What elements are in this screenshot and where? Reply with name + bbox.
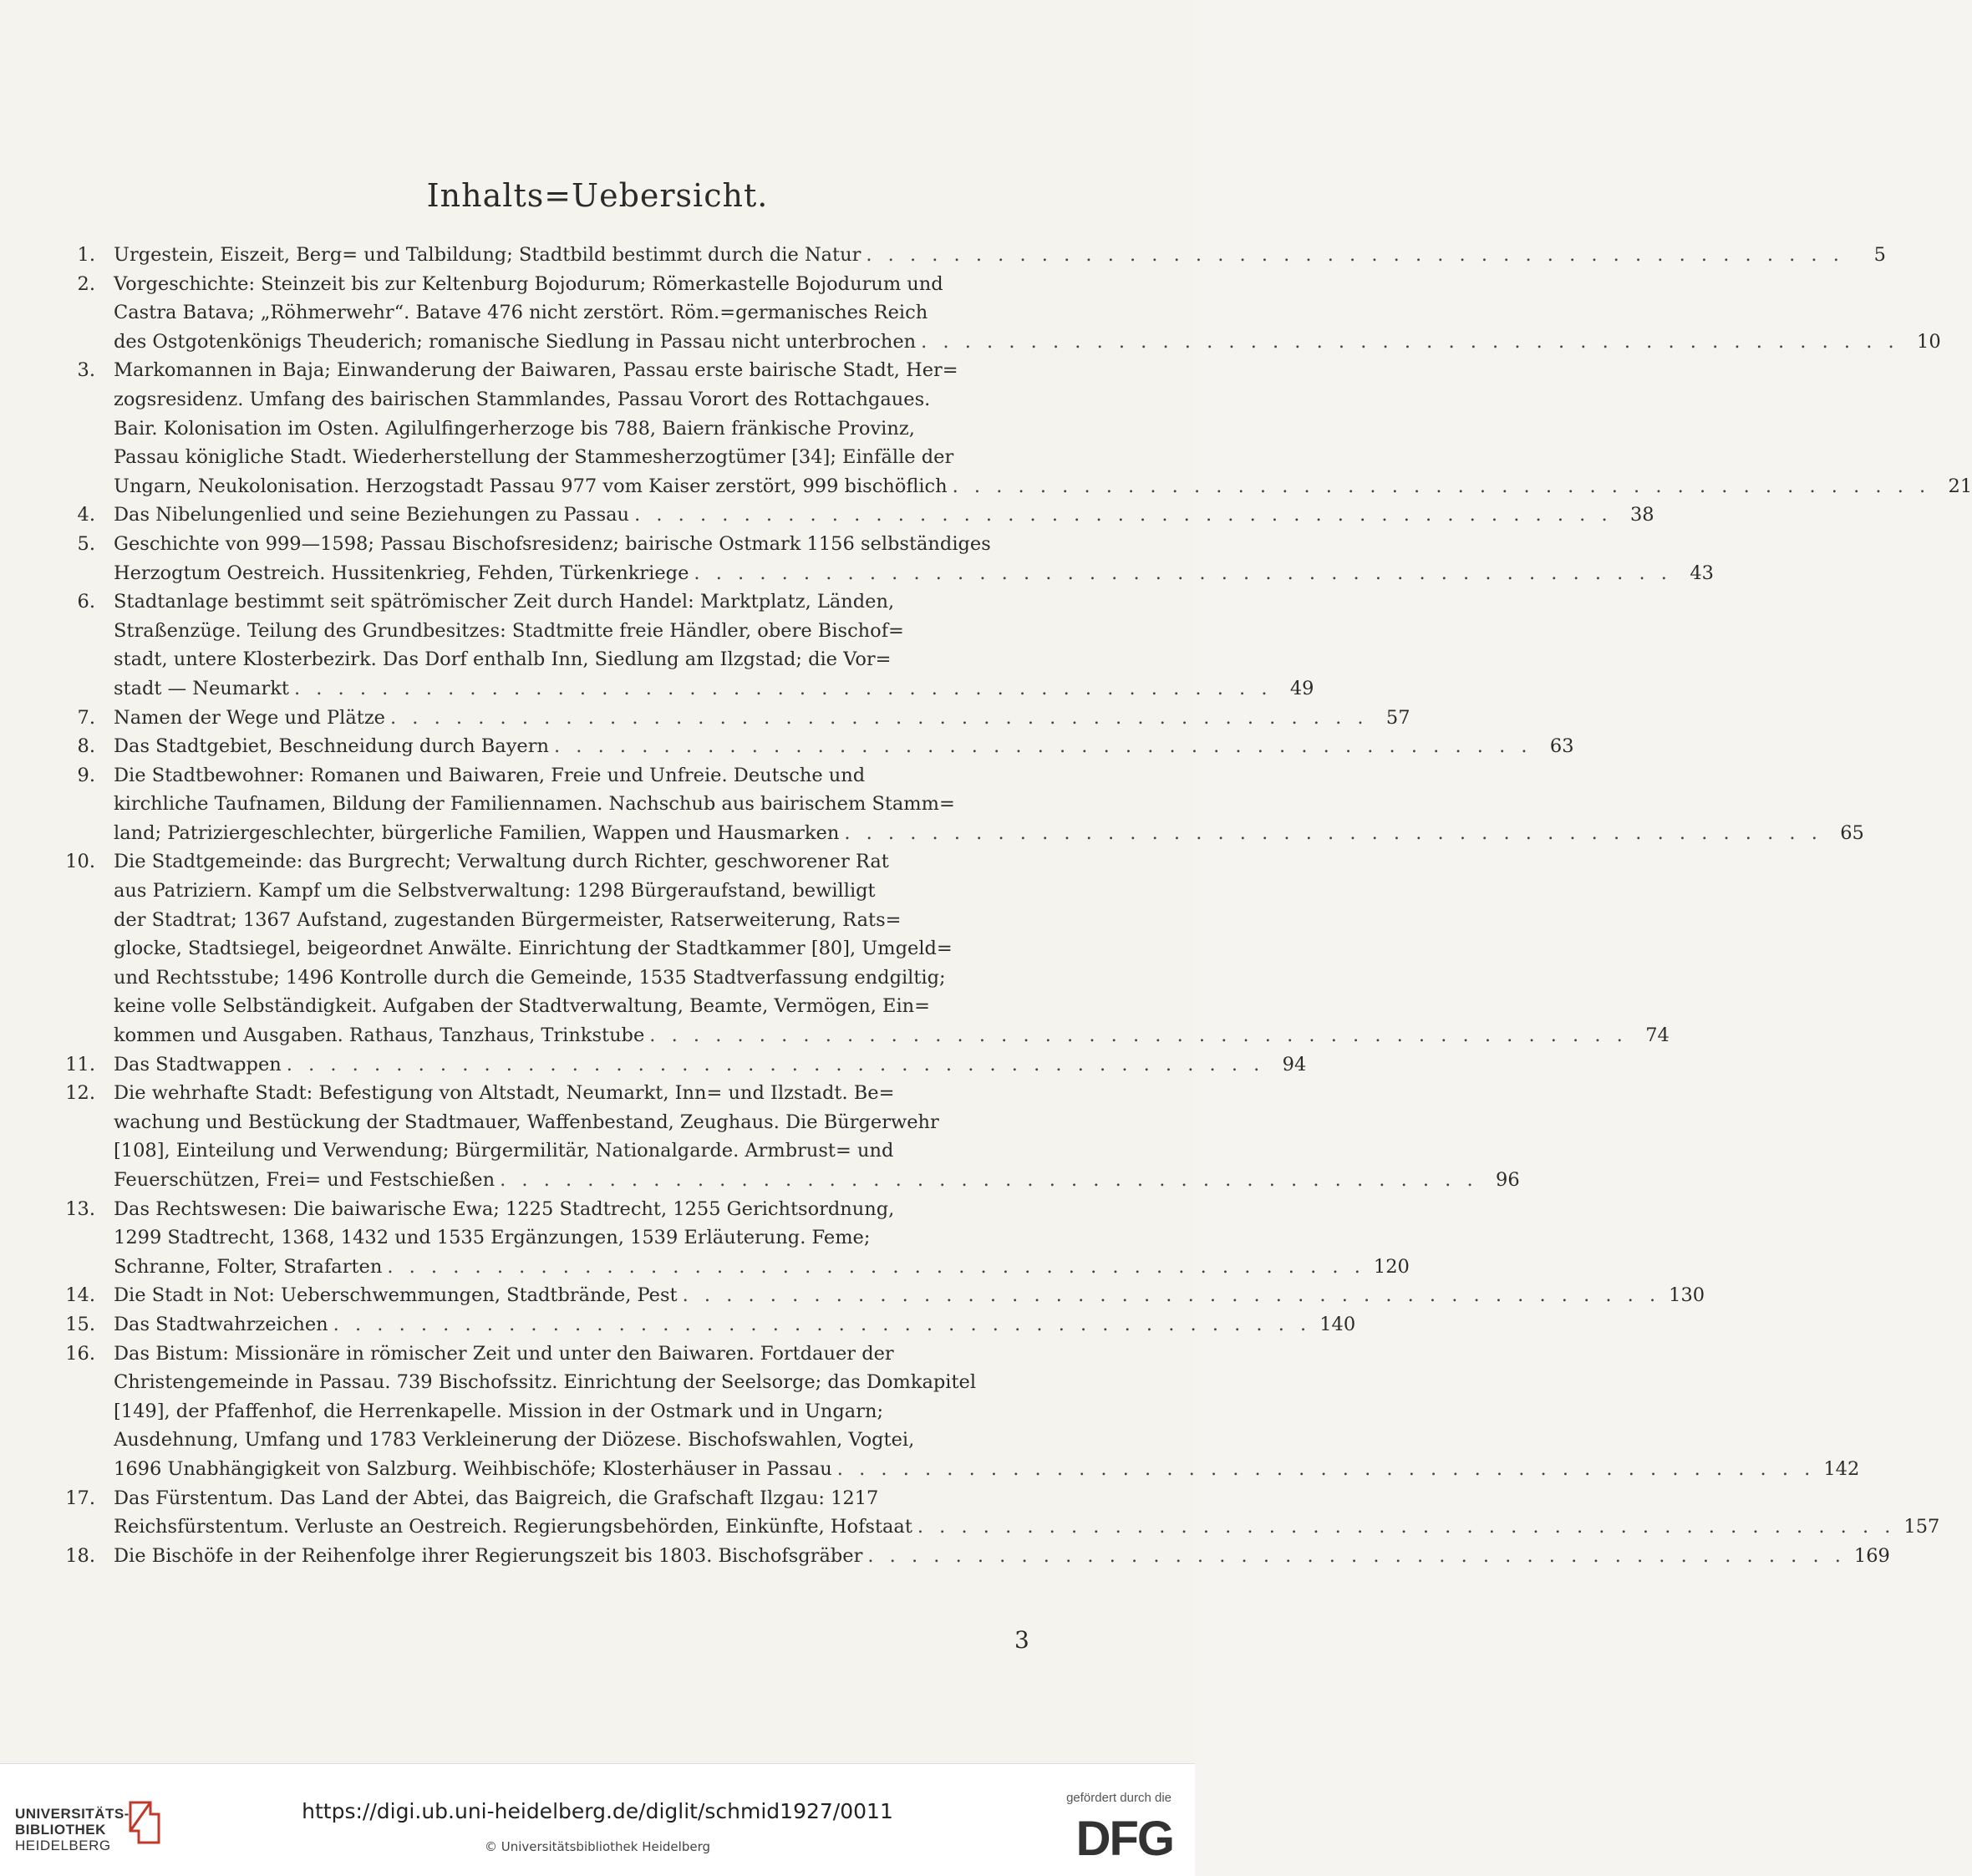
entry-text — [104, 241, 1886, 270]
leader-dots: . . . . . . . . . . . . . . . . . . . . . . . . . . . . . . . . . . . . . . . . . . . . . — [333, 1313, 1312, 1335]
entry-line: stadt — Neumarkt — [114, 677, 289, 699]
entry-text — [104, 761, 1864, 848]
leader-dots: . . . . . . . . . . . . . . . . . . . . . . . . . . . . . . . . . . . . . . . . . . . . . — [836, 1457, 1816, 1480]
entry-text — [104, 1281, 1705, 1310]
entry-page: 169 — [1853, 1544, 1890, 1567]
entry-line: aus Patriziern. Kampf um die Selbstverwaltung: 1298 Bürgeraufstand, bewilligt — [114, 880, 876, 902]
entry-line: 1299 Stadtrecht, 1368, 1432 und 1535 Ergänzungen, 1539 Erläuterung. Feme; — [114, 1227, 871, 1249]
entry-text — [104, 270, 1941, 357]
leader-dots: . . . . . . . . . . . . . . . . . . . . . . . . . . . . . . . . . . . . . . . . . . . . . — [293, 677, 1273, 699]
entry-text — [104, 1340, 1860, 1484]
entry-line: kommen und Ausgaben. Rathaus, Tanzhaus, Trinkstube — [114, 1024, 645, 1047]
entry-number: 1. — [77, 244, 95, 266]
entry-line: Ausdehnung, Umfang und 1783 Verkleinerung der Diözese. Bischofswahlen, Vogtei, — [114, 1429, 915, 1451]
entry-text — [104, 732, 1574, 761]
entry-line: des Ostgotenkönigs Theuderich; romanische Siedlung in Passau nicht unterbrochen — [114, 330, 917, 353]
entry-number: 8. — [77, 735, 95, 758]
entry-line: zogsresidenz. Umfang des bairischen Stammlandes, Passau Vorort des Rottachgaues. — [114, 388, 931, 410]
entry-number: 7. — [77, 706, 95, 729]
leader-dots: . . . . . . . . . . . . . . . . . . . . . . . . . . . . . . . . . . . . . . . . . . . . . — [921, 330, 1899, 353]
entry-line: Das Fürstentum. Das Land der Abtei, das Baigreich, die Grafschaft Ilzgau: 1217 — [114, 1487, 879, 1509]
entry-page: 21 — [1948, 475, 1972, 497]
entry-text — [104, 1310, 1356, 1340]
entry-number: 2. — [77, 272, 95, 295]
entry-number: 10. — [65, 851, 95, 873]
entry-page: 49 — [1289, 677, 1314, 699]
entry-line: Die wehrhafte Stadt: Befestigung von Altstadt, Neumarkt, Inn= und Ilzstadt. Be= — [114, 1082, 895, 1105]
entry-line: kirchliche Taufnamen, Bildung der Familiennamen. Nachschub aus bairischem Stamm= — [114, 793, 955, 816]
entry-page: 130 — [1669, 1284, 1705, 1307]
entry-line: Feuerschützen, Frei= und Festschießen — [114, 1169, 496, 1191]
leader-dots: . . . . . . . . . . . . . . . . . . . . . . . . . . . . . . . . . . . . . . . . . . . . . — [554, 735, 1532, 758]
library-name-line3: HEIDELBERG — [15, 1838, 111, 1853]
entry-line: Das Stadtwahrzeichen — [114, 1313, 328, 1335]
entry-page: 96 — [1496, 1169, 1520, 1191]
entry-line: Herzogtum Oestreich. Hussitenkrieg, Fehden, Türkenkriege — [114, 562, 689, 584]
leader-dots: . . . . . . . . . . . . . . . . . . . . . . . . . . . . . . . . . . . . . . . . . . . . . — [682, 1284, 1661, 1307]
entry-text — [104, 356, 1972, 501]
page-number: 3 — [1014, 1626, 1029, 1654]
dfg-logo[interactable]: DFG — [1075, 1812, 1173, 1866]
toc-entry — [60, 1281, 1705, 1310]
entry-number: 3. — [77, 359, 95, 382]
viewer-footer — [0, 1763, 1195, 1876]
entry-line: Die Bischöfe in der Reihenfolge ihrer Regierungszeit bis 1803. Bischofsgräber — [114, 1544, 863, 1567]
entry-line: 1696 Unabhängigkeit von Salzburg. Weihbischöfe; Klosterhäuser in Passau — [114, 1457, 832, 1480]
entry-line: Reichsfürstentum. Verluste an Oestreich. Regierungsbehörden, Einkünfte, Hofstaat — [114, 1516, 912, 1538]
entry-line: stadt, untere Klosterbezirk. Das Dorf enthalb Inn, Siedlung am Ilzgstad; die Vor= — [114, 648, 892, 671]
entry-line: Namen der Wege und Plätze — [114, 706, 385, 729]
entry-line: [149], der Pfaffenhof, die Herrenkapelle. Mission in der Ostmark und in Ungarn; — [114, 1400, 884, 1422]
toc-entry — [60, 241, 1886, 270]
entry-page: 57 — [1385, 706, 1410, 729]
entry-line: Passau königliche Stadt. Wiederherstellung der Stammesherzogtümer [34]; Einfälle der — [114, 446, 954, 469]
copyright-notice: © Universitätsbibliothek Heidelberg — [484, 1839, 710, 1854]
toc-entry — [60, 761, 1864, 848]
toc-entry — [60, 1310, 1356, 1340]
toc-entry — [60, 587, 1314, 703]
entry-line: Die Stadtbewohner: Romanen und Baiwaren, Freie und Unfreie. Deutsche und — [114, 764, 866, 786]
entry-line: der Stadtrat; 1367 Aufstand, zugestanden Bürgermeister, Ratserweiterung, Rats= — [114, 908, 902, 931]
entry-number: 12. — [65, 1082, 95, 1105]
entry-page: 120 — [1373, 1255, 1410, 1278]
entry-page: 10 — [1917, 330, 1941, 353]
entry-line: glocke, Stadtsiegel, beigeordnet Anwälte. Einrichtung der Stadtkammer [80], Umgeld= — [114, 938, 953, 960]
entry-line: [108], Einteilung und Verwendung; Bürgermilitär, Nationalgarde. Armbrust= und — [114, 1140, 894, 1162]
funding-note: gefördert durch die — [1066, 1791, 1172, 1805]
entry-line: Die Stadtgemeinde: das Burgrecht; Verwaltung durch Richter, geschworener Rat — [114, 851, 889, 873]
entry-line: land; Patriziergeschlechter, bürgerliche Familien, Wappen und Hausmarken — [114, 821, 840, 844]
entry-page: 74 — [1645, 1024, 1670, 1047]
entry-text — [104, 704, 1410, 733]
entry-line: Das Rechtswesen: Die baiwarische Ewa; 1225 Stadtrecht, 1255 Gerichtsordnung, — [114, 1197, 895, 1220]
library-name-line1: UNIVERSITÄTS- — [15, 1806, 130, 1822]
toc-entry — [60, 1484, 1940, 1542]
entry-text — [104, 501, 1654, 530]
entry-line: Geschichte von 999—1598; Passau Bischofsresidenz; bairische Ostmark 1156 selbständiges — [114, 532, 991, 555]
entry-line: Castra Batava; „Röhmerwehr“. Batave 476 nicht zerstört. Röm.=germanisches Reich — [114, 302, 928, 324]
entry-line: Straßenzüge. Teilung des Grundbesitzes: Stadtmitte freie Händler, obere Bischof= — [114, 619, 904, 642]
entry-number: 14. — [65, 1284, 95, 1307]
leader-dots: . . . . . . . . . . . . . . . . . . . . . . . . . . . . . . . . . . . . . . . . . . . . . — [917, 1516, 1896, 1538]
page-title: Inhalts=Uebersicht. — [426, 177, 769, 214]
entry-text — [104, 847, 1670, 1050]
leader-dots: . . . . . . . . . . . . . . . . . . . . . . . . . . . . . . . . . . . . . . . . . . . . . — [286, 1053, 1265, 1075]
entry-number: 11. — [65, 1053, 95, 1075]
entry-line: keine volle Selbständigkeit. Aufgaben der Stadtverwaltung, Beamte, Vermögen, Ein= — [114, 995, 930, 1018]
toc-entry — [60, 732, 1574, 761]
toc-entry — [60, 1079, 1520, 1194]
leader-dots: . . . . . . . . . . . . . . . . . . . . . . . . . . . . . . . . . . . . . . . . . . . . . — [952, 475, 1931, 497]
leader-dots: . . . . . . . . . . . . . . . . . . . . . . . . . . . . . . . . . . . . . . . . . . . . . — [844, 821, 1822, 844]
entry-number: 4. — [77, 504, 95, 526]
table-of-contents — [60, 241, 1972, 1570]
leader-dots: . . . . . . . . . . . . . . . . . . . . . . . . . . . . . . . . . . . . . . . . . . . . . — [390, 706, 1369, 729]
leader-dots: . . . . . . . . . . . . . . . . . . . . . . . . . . . . . . . . . . . . . . . . . . . . . — [867, 1544, 1846, 1567]
entry-line: Vorgeschichte: Steinzeit bis zur Keltenburg Bojodurum; Römerkastelle Bojodurum und — [114, 272, 943, 295]
toc-entry — [60, 270, 1941, 357]
toc-entry — [60, 501, 1654, 530]
entry-line: Bair. Kolonisation im Osten. Agilulfingerherzoge bis 788, Baiern fränkische Provinz, — [114, 417, 915, 440]
entry-line: Stadtanlage bestimmt seit spätrömischer Zeit durch Handel: Marktplatz, Länden, — [114, 591, 895, 613]
toc-entry — [60, 1542, 1890, 1571]
entry-number: 17. — [65, 1487, 95, 1509]
entry-text — [104, 1050, 1306, 1080]
entry-text — [104, 1079, 1520, 1194]
entry-number: 9. — [77, 764, 95, 786]
entry-number: 5. — [77, 532, 95, 555]
entry-line: Markomannen in Baja; Einwanderung der Baiwaren, Passau erste bairische Stadt, Her= — [114, 359, 958, 382]
entry-line: Die Stadt in Not: Ueberschwemmungen, Stadtbrände, Pest — [114, 1284, 678, 1307]
leader-dots: . . . . . . . . . . . . . . . . . . . . . . . . . . . . . . . . . . . . . . . . . . . . . — [866, 244, 1844, 266]
entry-page: 142 — [1823, 1457, 1860, 1480]
entry-line: Das Stadtwappen — [114, 1053, 282, 1075]
entry-page: 63 — [1549, 735, 1574, 758]
toc-entry — [60, 1195, 1410, 1282]
entry-line: Christengemeinde in Passau. 739 Bischofssitz. Einrichtung der Seelsorge; das Domkapitel — [114, 1371, 977, 1394]
entry-page: 5 — [1873, 244, 1886, 266]
leader-dots: . . . . . . . . . . . . . . . . . . . . . . . . . . . . . . . . . . . . . . . . . . . . . — [634, 504, 1613, 526]
permalink-url[interactable]: https://digi.ub.uni-heidelberg.de/diglit/schmid1927/0011 — [302, 1799, 893, 1823]
entry-text — [104, 530, 1714, 587]
entry-number: 15. — [65, 1313, 95, 1335]
entry-line: Das Bistum: Missionäre in römischer Zeit und unter den Baiwaren. Fortdauer der — [114, 1342, 894, 1365]
toc-entry — [60, 847, 1670, 1050]
library-name-line2: BIBLIOTHEK — [15, 1822, 106, 1838]
entry-line: wachung und Bestückung der Stadtmauer, Waffenbestand, Zeughaus. Die Bürgerwehr — [114, 1111, 939, 1133]
entry-page: 43 — [1690, 562, 1714, 584]
entry-line: und Rechtsstube; 1496 Kontrolle durch die Gemeinde, 1535 Stadtverfassung endgiltig; — [114, 966, 946, 989]
toc-entry — [60, 1340, 1860, 1484]
toc-entry — [60, 356, 1972, 501]
toc-entry — [60, 704, 1410, 733]
entry-page: 94 — [1282, 1053, 1307, 1075]
leader-dots: . . . . . . . . . . . . . . . . . . . . . . . . . . . . . . . . . . . . . . . . . . . . . — [500, 1169, 1478, 1191]
entry-line: Das Nibelungenlied und seine Beziehungen zu Passau — [114, 504, 630, 526]
entry-number: 18. — [65, 1544, 95, 1567]
entry-page: 65 — [1840, 821, 1864, 844]
toc-entry — [60, 1050, 1307, 1080]
entry-line: Urgestein, Eiszeit, Berg= und Talbildung; Stadtbild bestimmt durch die Natur — [114, 244, 861, 266]
entry-text — [104, 1195, 1410, 1282]
entry-page: 157 — [1903, 1516, 1940, 1538]
leader-dots: . . . . . . . . . . . . . . . . . . . . . . . . . . . . . . . . . . . . . . . . . . . . . — [694, 562, 1672, 584]
entry-text — [104, 587, 1314, 703]
entry-line: Das Stadtgebiet, Beschneidung durch Bayern — [114, 735, 549, 758]
leader-dots: . . . . . . . . . . . . . . . . . . . . . . . . . . . . . . . . . . . . . . . . . . . . . — [387, 1255, 1365, 1278]
entry-number: 6. — [77, 591, 95, 613]
entry-line: Ungarn, Neukolonisation. Herzogstadt Passau 977 vom Kaiser zerstört, 999 bischöflich — [114, 475, 948, 497]
toc-entry — [60, 530, 1714, 587]
entry-page: 140 — [1319, 1313, 1356, 1335]
leader-dots: . . . . . . . . . . . . . . . . . . . . . . . . . . . . . . . . . . . . . . . . . . . . . — [649, 1024, 1628, 1047]
entry-line: Schranne, Folter, Strafarten — [114, 1255, 383, 1278]
entry-number: 16. — [65, 1342, 95, 1365]
entry-text — [104, 1484, 1940, 1542]
entry-number: 13. — [65, 1197, 95, 1220]
entry-text — [104, 1542, 1888, 1571]
entry-page: 38 — [1629, 504, 1654, 526]
